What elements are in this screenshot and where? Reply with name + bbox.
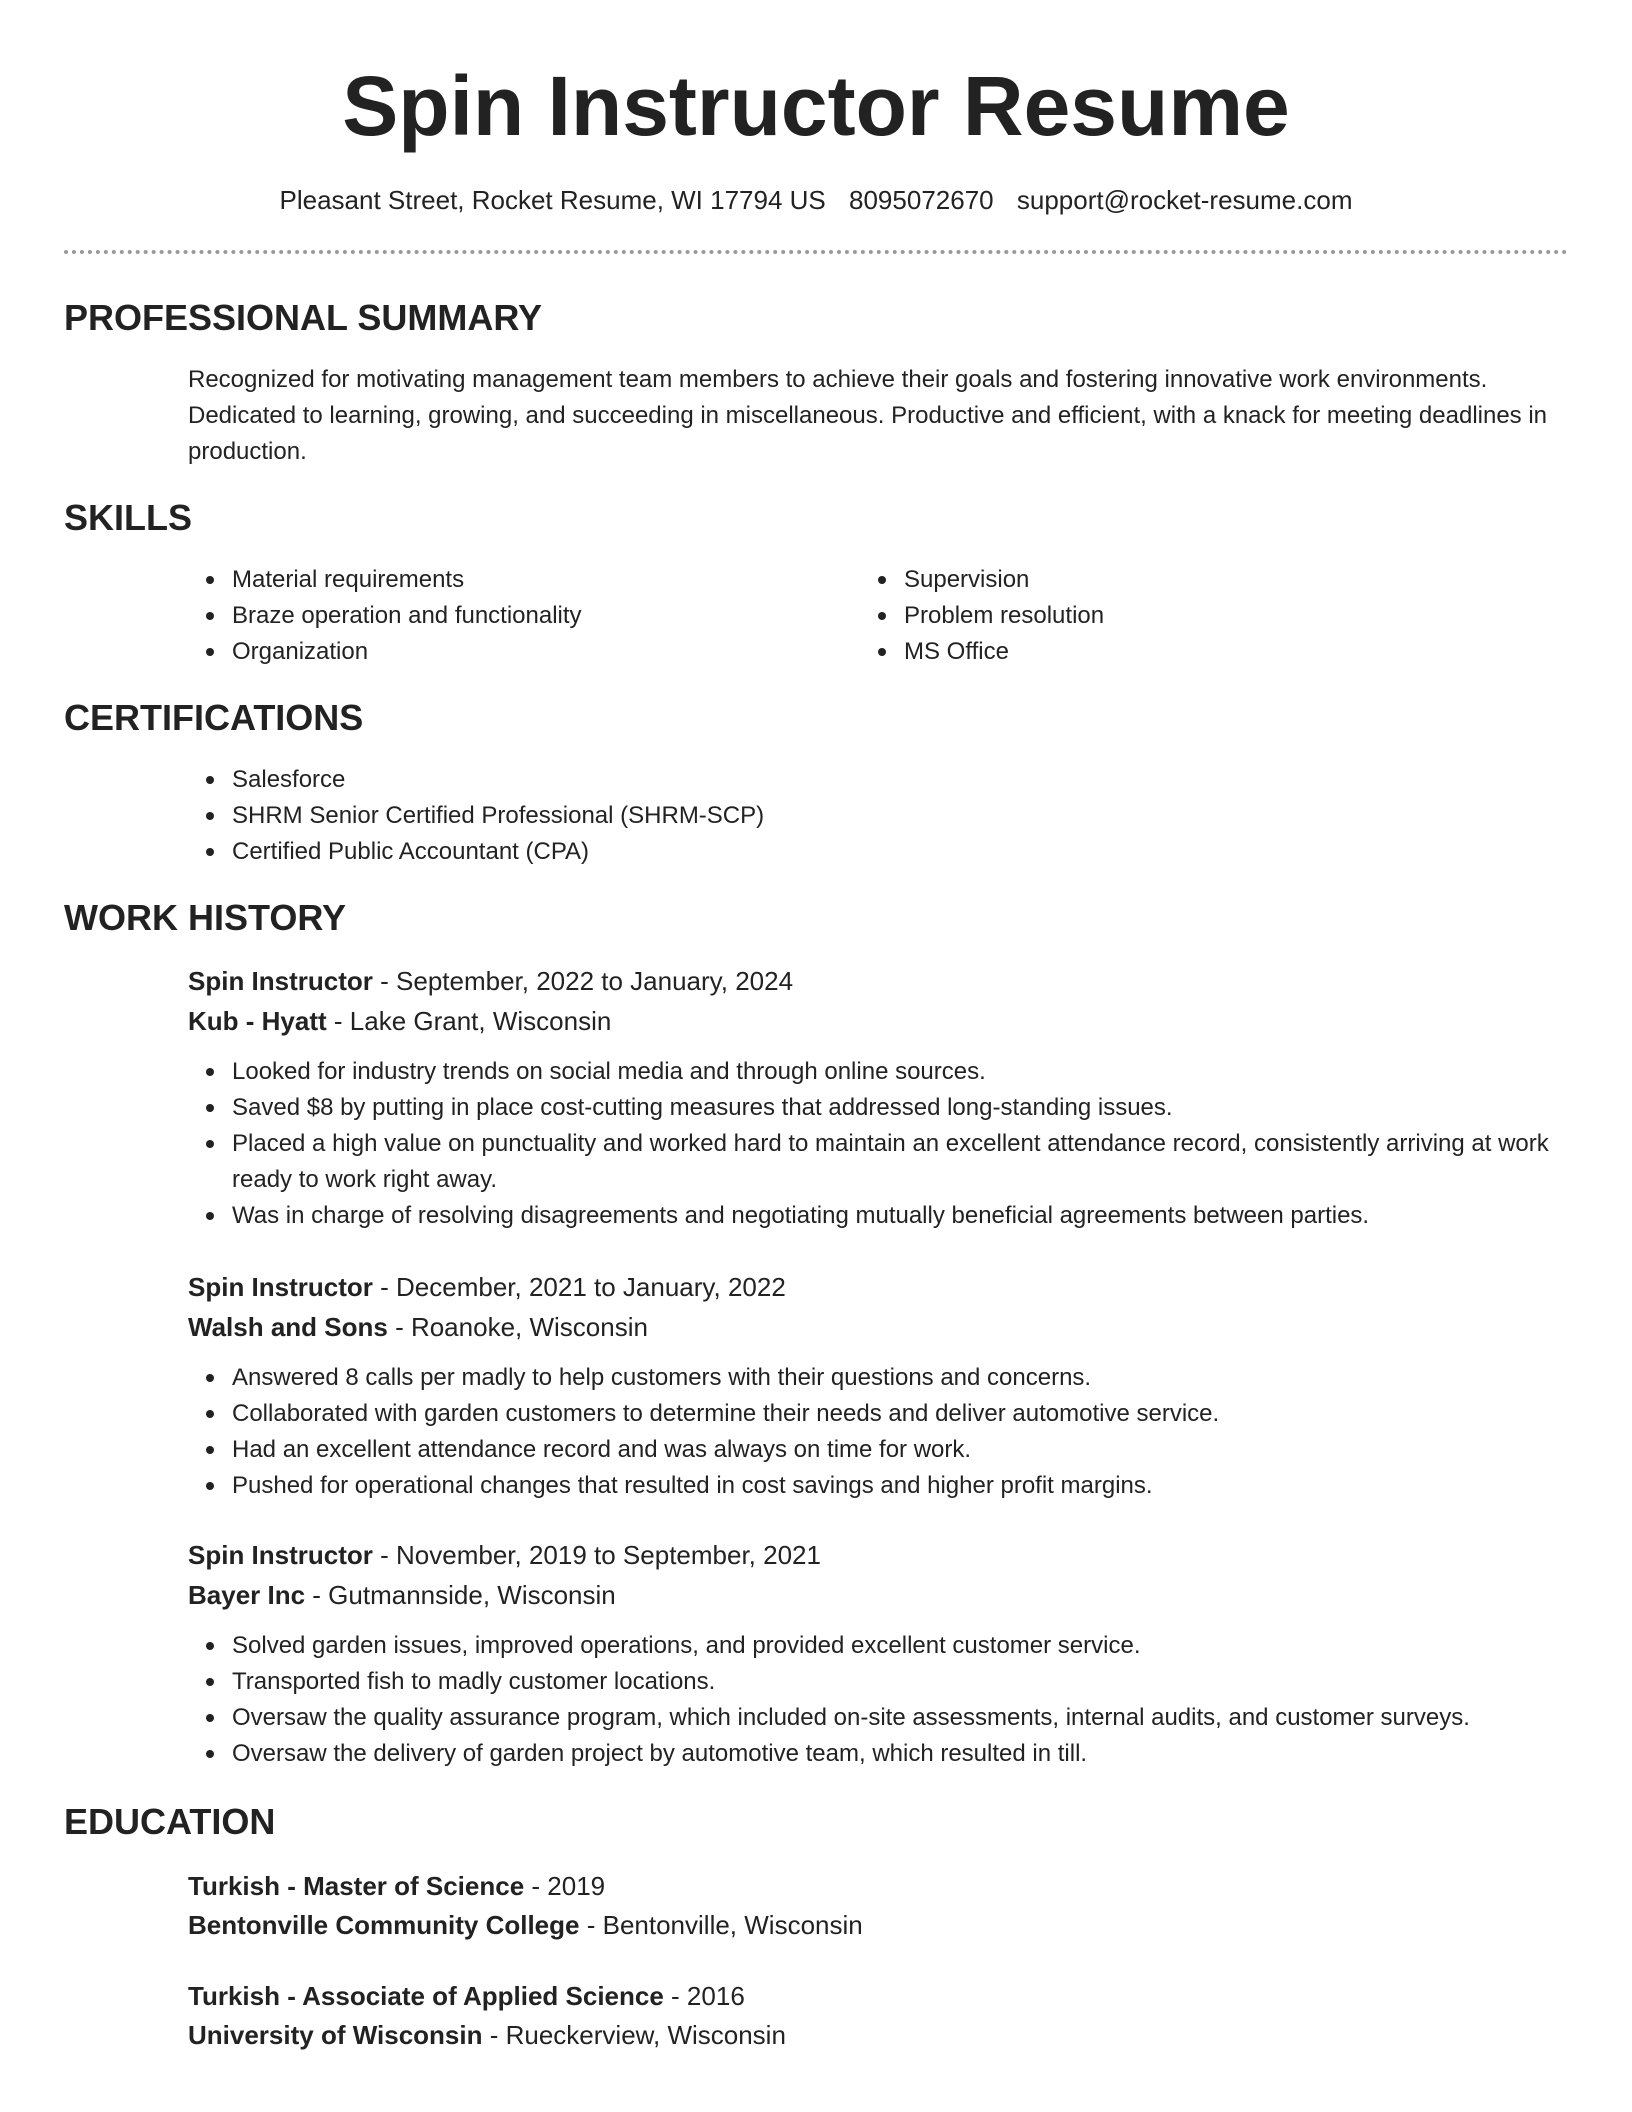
skill-item: Organization [232,634,832,670]
contact-phone: 8095072670 [849,185,994,215]
job-dates: - September, 2022 to January, 2024 [372,966,794,996]
job-bullet: Was in charge of resolving disagreements and negotiating mutually beneficial agreements between parties. [232,1198,1612,1234]
job-bullet: Had an excellent attendance record and was always on time for work. [232,1432,1612,1468]
skill-item: Material requirements [232,562,832,598]
work-history-heading: WORK HISTORY [64,897,347,938]
summary-heading: PROFESSIONAL SUMMARY [64,297,543,338]
certifications-heading: CERTIFICATIONS [64,697,364,738]
job-bullet: Pushed for operational changes that resulted in cost savings and higher profit margins. [232,1468,1612,1504]
job-bullets [188,1628,1612,1772]
summary-text: Recognized for motivating management team members to achieve their goals and fostering innovative work environments. Dedicated to learning, growing, and succeeding in miscellaneous. Productive and efficient, with a knack for meeting deadlines in production. [188,366,1548,465]
education-school-line [188,1905,863,1945]
job-bullet: Transported fish to madly customer locations. [232,1664,1612,1700]
skill-item: Problem resolution [904,598,1504,634]
job-location: - Lake Grant, Wisconsin [326,1006,612,1036]
job-bullet: Collaborated with garden customers to determine their needs and deliver automotive service. [232,1396,1612,1432]
job-bullet: Looked for industry trends on social media and through online sources. [232,1054,1612,1090]
job-title-line [188,961,793,1001]
resume-title: Spin Instructor Resume [342,59,1290,153]
job-company-line [188,1307,648,1347]
education-school: Bentonville Community College [188,1910,580,1940]
skills-list-right [860,562,1504,670]
contact-line [0,180,1632,220]
job-company-line [188,1575,616,1615]
header-divider [64,250,1568,254]
job-location: - Gutmannside, Wisconsin [305,1580,616,1610]
job-bullet: Saved $8 by putting in place cost-cutting measures that addressed long-standing issues. [232,1090,1612,1126]
job-bullet: Oversaw the delivery of garden project by automotive team, which resulted in till. [232,1736,1612,1772]
skills-heading: SKILLS [64,497,193,538]
education-location: - Bentonville, Wisconsin [579,1910,863,1940]
job-bullets [188,1054,1612,1234]
certification-item: Certified Public Accountant (CPA) [232,834,1532,870]
certifications-list [188,762,1532,870]
job-bullet: Answered 8 calls per madly to help customers with their questions and concerns. [232,1360,1612,1396]
job-company-line [188,1001,611,1041]
contact-address: Pleasant Street, Rocket Resume, WI 17794 US [279,185,826,215]
education-school: University of Wisconsin [188,2020,483,2050]
job-company: Kub - Hyatt [188,1006,327,1036]
education-degree-line [188,1976,745,2016]
certification-item: Salesforce [232,762,1532,798]
job-title: Spin Instructor [188,1540,373,1570]
job-title-line [188,1267,786,1307]
education-degree: Turkish - Master of Science [188,1871,525,1901]
job-company: Bayer Inc [188,1580,306,1610]
education-school-line [188,2015,786,2055]
job-company: Walsh and Sons [188,1312,388,1342]
job-location: - Roanoke, Wisconsin [387,1312,648,1342]
education-heading: EDUCATION [64,1801,276,1842]
job-bullet: Solved garden issues, improved operations, and provided excellent customer service. [232,1628,1612,1664]
contact-email: support@rocket-resume.com [1016,185,1353,215]
job-bullet: Oversaw the quality assurance program, which included on-site assessments, internal audits, and customer surveys. [232,1700,1612,1736]
job-title-line [188,1535,821,1575]
job-title: Spin Instructor [188,1272,373,1302]
skills-list-left [188,562,832,670]
job-bullet: Placed a high value on punctuality and worked hard to maintain an excellent attendance record, consistently arriving at work ready to work right away. [232,1126,1612,1198]
skill-item: Supervision [904,562,1504,598]
job-bullets [188,1360,1612,1504]
education-year: - 2019 [524,1871,606,1901]
job-title: Spin Instructor [188,966,373,996]
certification-item: SHRM Senior Certified Professional (SHRM-SCP) [232,798,1532,834]
skill-item: Braze operation and functionality [232,598,832,634]
education-location: - Rueckerview, Wisconsin [482,2020,786,2050]
education-degree: Turkish - Associate of Applied Science [188,1981,664,2011]
education-year: - 2016 [663,1981,745,2011]
education-degree-line [188,1866,605,1906]
skill-item: MS Office [904,634,1504,670]
job-dates: - November, 2019 to September, 2021 [372,1540,821,1570]
job-dates: - December, 2021 to January, 2022 [372,1272,786,1302]
